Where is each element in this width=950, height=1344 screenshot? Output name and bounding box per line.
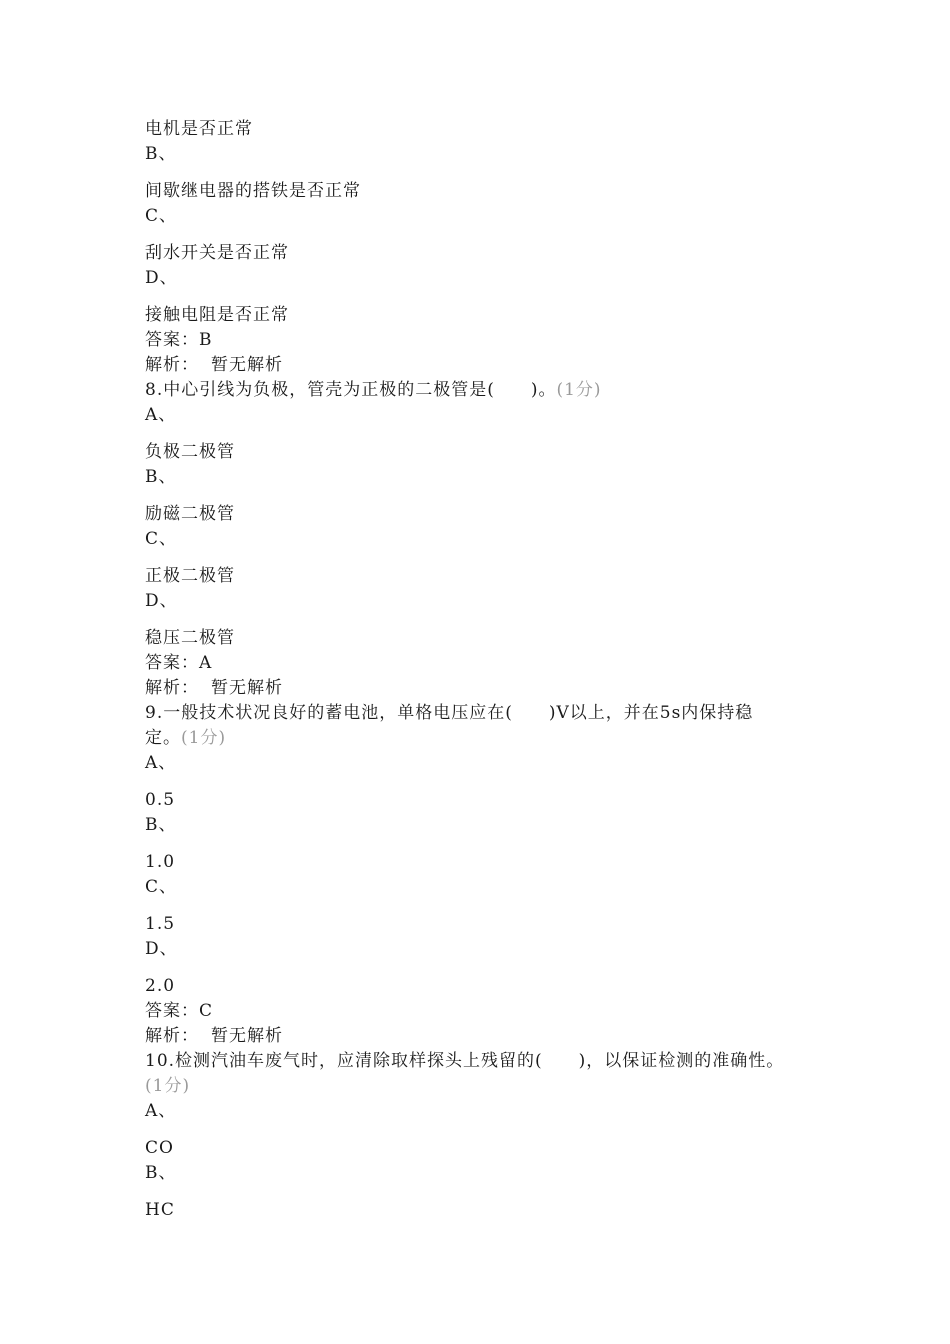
q8-analysis-label: 解析：	[145, 678, 199, 698]
q8-score: (1分)	[556, 380, 602, 400]
q7-option-a-text: 电机是否正常	[145, 119, 253, 139]
q7-option-b-label: B、	[145, 144, 177, 164]
q9-stem-line-2	[145, 726, 825, 751]
q7-answer: 答案：B	[145, 330, 213, 350]
q9-stem-line-1: 9.一般技术状况良好的蓄电池，单格电压应在( )V以上，并在5s内保持稳	[145, 703, 754, 723]
q9-option-d-label: D、	[145, 939, 178, 959]
q9-option-d-text: 2.0	[145, 976, 176, 996]
q9-analysis-text: 暂无解析	[211, 1026, 283, 1046]
q9-analysis-label: 解析：	[145, 1026, 199, 1046]
q8-stem-line	[145, 378, 825, 403]
q9-analysis	[145, 1024, 825, 1049]
q8-analysis	[145, 676, 825, 701]
q9-option-b-label: B、	[145, 815, 177, 835]
q10-option-a-text: CO	[145, 1138, 174, 1158]
q8-stem: 8.中心引线为负极，管壳为正极的二极管是( )。	[145, 380, 557, 400]
q7-analysis-text: 暂无解析	[211, 355, 283, 375]
q9-option-c-label: C、	[145, 877, 178, 897]
q7-option-b-text: 间歇继电器的搭铁是否正常	[145, 181, 361, 201]
q10-score: (1分)	[145, 1076, 191, 1096]
q9-option-b-text: 1.0	[145, 852, 176, 872]
q10-option-b-label: B、	[145, 1163, 177, 1183]
q10-option-b-text: HC	[145, 1200, 175, 1220]
q7-analysis-label: 解析：	[145, 355, 199, 375]
q8-option-b-label: B、	[145, 467, 177, 487]
q10-stem: 10.检测汽油车废气时，应清除取样探头上残留的( )，以保证检测的准确性。	[145, 1051, 785, 1071]
q9-score: (1分)	[181, 728, 227, 748]
q10-option-a-label: A、	[145, 1101, 177, 1121]
q7-option-d-text: 接触电阻是否正常	[145, 305, 289, 325]
q9-option-c-text: 1.5	[145, 914, 176, 934]
document-page	[145, 117, 825, 1223]
q9-stem-continued: 定。	[145, 728, 181, 748]
q9-option-a-text: 0.5	[145, 790, 176, 810]
q7-analysis	[145, 353, 825, 378]
q8-analysis-text: 暂无解析	[211, 678, 283, 698]
q8-option-c-text: 正极二极管	[145, 566, 235, 586]
q9-option-a-label: A、	[145, 753, 177, 773]
q8-option-d-label: D、	[145, 591, 178, 611]
q8-option-a-text: 负极二极管	[145, 442, 235, 462]
q8-answer: 答案：A	[145, 653, 213, 673]
q8-option-b-text: 励磁二极管	[145, 504, 235, 524]
q7-option-c-text: 刮水开关是否正常	[145, 243, 289, 263]
q8-option-a-label: A、	[145, 405, 177, 425]
q9-answer: 答案：C	[145, 1001, 214, 1021]
q7-option-d-label: D、	[145, 268, 178, 288]
q8-option-c-label: C、	[145, 529, 178, 549]
q8-option-d-text: 稳压二极管	[145, 628, 235, 648]
q7-option-c-label: C、	[145, 206, 178, 226]
